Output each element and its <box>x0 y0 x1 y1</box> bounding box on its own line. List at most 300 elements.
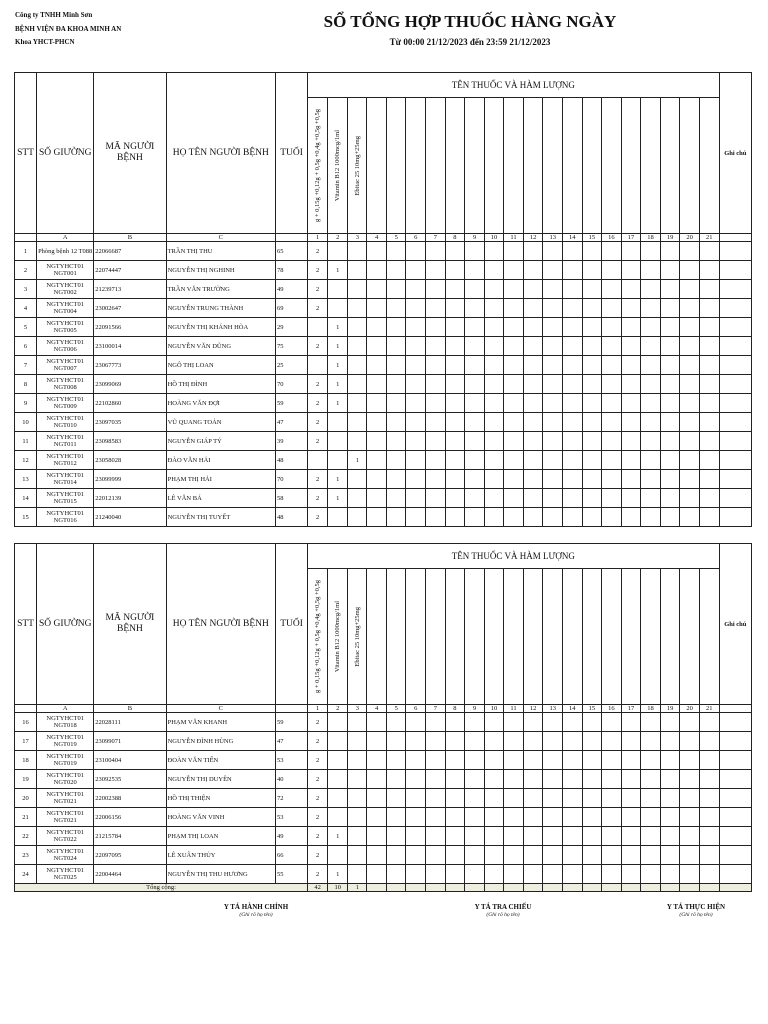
row-bed: NGTYHCT01 NGT011 <box>37 432 94 451</box>
row-dose-empty <box>367 846 387 865</box>
row-dose-empty <box>680 451 700 470</box>
row-dose-empty <box>543 751 563 770</box>
row-dose-empty <box>504 356 524 375</box>
total-empty <box>465 884 485 892</box>
row-bed: NGTYHCT01 NGT004 <box>37 299 94 318</box>
row-patient-name: HOÀNG VĂN VINH <box>166 808 275 827</box>
col-age-header: TUỔI <box>276 73 308 234</box>
row-dose-empty <box>426 337 446 356</box>
row-dose-empty <box>426 508 446 527</box>
row-patient-id: 23099069 <box>94 375 166 394</box>
row-dose-empty <box>621 280 641 299</box>
index-number: 18 <box>641 234 661 242</box>
row-bed: NGTYHCT01 NGT010 <box>37 413 94 432</box>
row-dose-empty <box>660 413 680 432</box>
row-dose-empty <box>660 770 680 789</box>
row-dose-empty <box>367 413 387 432</box>
row-dose-empty <box>543 375 563 394</box>
row-dose-empty <box>367 432 387 451</box>
row-dose-empty <box>504 280 524 299</box>
row-dose-empty <box>484 489 504 508</box>
row-dose-empty <box>504 242 524 261</box>
row-patient-id: 23100014 <box>94 337 166 356</box>
row-dose-empty <box>484 770 504 789</box>
row-dose-empty <box>406 413 426 432</box>
row-dose-empty <box>680 337 700 356</box>
row-dose-empty <box>504 470 524 489</box>
patient-row <box>15 770 752 789</box>
row-dose-empty <box>426 846 446 865</box>
row-stt: 14 <box>15 489 37 508</box>
index-number: 9 <box>465 705 485 713</box>
row-bed: NGTYHCT01 NGT021 <box>37 808 94 827</box>
row-stt: 9 <box>15 394 37 413</box>
row-patient-name: VŨ QUANG TOẢN <box>166 413 275 432</box>
signature-title: Y TÁ HÀNH CHÍNH <box>223 903 289 911</box>
row-dose-empty <box>699 865 719 884</box>
total-drug-1: 42 <box>308 884 328 892</box>
row-patient-id: 22091566 <box>94 318 166 337</box>
row-dose-empty <box>386 356 406 375</box>
row-patient-id: 22012139 <box>94 489 166 508</box>
org-line-company: Công ty TNHH Minh Sơn <box>15 11 93 19</box>
row-dose-empty <box>543 789 563 808</box>
row-dose-empty <box>562 432 582 451</box>
row-dose-empty <box>562 732 582 751</box>
row-note <box>719 280 751 299</box>
row-dose-empty <box>562 394 582 413</box>
row-dose-empty <box>680 299 700 318</box>
row-dose-empty <box>621 508 641 527</box>
index-number: 15 <box>582 234 602 242</box>
drug-group-header: TÊN THUỐC VÀ HÀM LƯỢNG <box>308 73 719 98</box>
row-bed: NGTYHCT01 NGT024 <box>37 846 94 865</box>
row-dose-empty <box>543 846 563 865</box>
row-dose-empty <box>562 280 582 299</box>
drug-name-header <box>680 569 700 705</box>
row-dose-empty <box>602 394 622 413</box>
row-dose-empty <box>582 713 602 732</box>
row-dose-empty <box>445 299 465 318</box>
row-dose-empty <box>484 261 504 280</box>
drug-name-text: Vitamin B12 1000mcg/1ml <box>334 600 342 673</box>
row-dose-drug-3 <box>348 356 367 375</box>
row-age: 47 <box>276 413 308 432</box>
row-dose-empty <box>523 789 543 808</box>
row-dose-empty <box>641 375 661 394</box>
row-patient-id: 23100404 <box>94 751 166 770</box>
row-dose-empty <box>621 808 641 827</box>
row-dose-drug-2: 1 <box>328 827 348 846</box>
index-number: 17 <box>621 705 641 713</box>
row-age: 49 <box>276 280 308 299</box>
row-dose-drug-2: 1 <box>328 470 348 489</box>
row-bed: NGTYHCT01 NGT016 <box>37 508 94 527</box>
row-dose-empty <box>621 451 641 470</box>
row-patient-name: NGUYỄN THỊ DUYÊN <box>166 770 275 789</box>
row-dose-empty <box>602 865 622 884</box>
row-dose-empty <box>660 489 680 508</box>
row-stt: 12 <box>15 451 37 470</box>
row-dose-empty <box>386 432 406 451</box>
row-dose-drug-2 <box>328 413 348 432</box>
row-dose-empty <box>367 713 387 732</box>
col-age-header: TUỔI <box>276 544 308 705</box>
drug-name-header <box>543 98 563 234</box>
index-number: 10 <box>484 234 504 242</box>
index-letter: B <box>94 234 166 242</box>
row-dose-empty <box>582 489 602 508</box>
index-cell <box>719 705 751 713</box>
row-dose-drug-2: 1 <box>328 375 348 394</box>
row-dose-empty <box>523 489 543 508</box>
row-dose-drug-1: 2 <box>308 508 328 527</box>
row-dose-empty <box>484 318 504 337</box>
row-dose-empty <box>465 280 485 299</box>
row-bed: NGTYHCT01 NGT014 <box>37 470 94 489</box>
row-patient-name: LÊ XUÂN THỦY <box>166 846 275 865</box>
row-dose-empty <box>406 242 426 261</box>
total-empty <box>543 884 563 892</box>
index-number: 2 <box>328 705 348 713</box>
patient-row <box>15 827 752 846</box>
total-empty <box>504 884 524 892</box>
row-dose-empty <box>582 470 602 489</box>
row-dose-empty <box>680 846 700 865</box>
row-dose-empty <box>543 413 563 432</box>
row-stt: 17 <box>15 732 37 751</box>
row-dose-empty <box>602 470 622 489</box>
index-row <box>15 234 752 242</box>
row-dose-empty <box>465 451 485 470</box>
row-dose-empty <box>465 713 485 732</box>
row-dose-empty <box>367 261 387 280</box>
row-dose-empty <box>699 470 719 489</box>
row-dose-empty <box>445 451 465 470</box>
row-bed: NGTYHCT01 NGT012 <box>37 451 94 470</box>
row-note <box>719 356 751 375</box>
row-bed: NGTYHCT01 NGT022 <box>37 827 94 846</box>
row-stt: 2 <box>15 261 37 280</box>
row-dose-empty <box>484 413 504 432</box>
patient-row <box>15 394 752 413</box>
row-dose-empty <box>543 865 563 884</box>
row-dose-empty <box>621 770 641 789</box>
row-dose-drug-1 <box>308 451 328 470</box>
col-stt-header: STT <box>15 73 37 234</box>
row-dose-empty <box>367 318 387 337</box>
row-dose-empty <box>699 242 719 261</box>
row-dose-empty <box>426 261 446 280</box>
row-note <box>719 242 751 261</box>
row-dose-empty <box>426 789 446 808</box>
row-dose-empty <box>621 318 641 337</box>
row-dose-empty <box>445 242 465 261</box>
row-dose-drug-3 <box>348 413 367 432</box>
drug-name-header <box>641 569 661 705</box>
row-patient-name: NGUYỄN ĐÌNH HÙNG <box>166 732 275 751</box>
row-dose-empty <box>543 299 563 318</box>
row-dose-empty <box>660 846 680 865</box>
row-patient-id: 22097095 <box>94 846 166 865</box>
row-dose-empty <box>660 318 680 337</box>
row-dose-empty <box>367 375 387 394</box>
row-dose-empty <box>504 808 524 827</box>
row-dose-empty <box>386 337 406 356</box>
row-dose-empty <box>426 751 446 770</box>
drug-name-header <box>465 569 485 705</box>
patient-row <box>15 375 752 394</box>
row-dose-empty <box>699 827 719 846</box>
row-dose-empty <box>641 470 661 489</box>
row-age: 48 <box>276 508 308 527</box>
row-dose-empty <box>602 489 622 508</box>
row-dose-empty <box>660 789 680 808</box>
row-patient-name: ĐOÀN VĂN TIẾN <box>166 751 275 770</box>
row-dose-empty <box>562 751 582 770</box>
row-dose-empty <box>621 827 641 846</box>
row-age: 70 <box>276 470 308 489</box>
row-dose-empty <box>504 394 524 413</box>
row-dose-empty <box>504 827 524 846</box>
row-dose-empty <box>386 713 406 732</box>
row-dose-empty <box>406 299 426 318</box>
row-dose-empty <box>523 280 543 299</box>
row-dose-empty <box>504 299 524 318</box>
drug-name-header <box>308 98 328 234</box>
row-bed: NGTYHCT01 NGT001 <box>37 261 94 280</box>
index-cell <box>15 705 37 713</box>
row-dose-empty <box>386 394 406 413</box>
row-dose-empty <box>484 827 504 846</box>
row-dose-empty <box>602 827 622 846</box>
drug-name-header <box>406 98 426 234</box>
row-patient-id: 22102860 <box>94 394 166 413</box>
row-dose-drug-1: 2 <box>308 280 328 299</box>
total-empty <box>660 884 680 892</box>
row-patient-id: 23098583 <box>94 432 166 451</box>
row-dose-empty <box>641 827 661 846</box>
row-patient-name: NGUYỄN THỊ KHÁNH HÒA <box>166 318 275 337</box>
row-note <box>719 789 751 808</box>
total-drug-2: 10 <box>328 884 348 892</box>
row-dose-empty <box>426 827 446 846</box>
row-patient-id: 23002647 <box>94 299 166 318</box>
drug-name-header <box>504 569 524 705</box>
row-dose-drug-3 <box>348 242 367 261</box>
row-dose-empty <box>582 808 602 827</box>
row-dose-empty <box>465 394 485 413</box>
row-dose-empty <box>367 751 387 770</box>
row-patient-name: PHẠM THỊ HẢI <box>166 470 275 489</box>
row-note <box>719 732 751 751</box>
drug-name-header <box>660 98 680 234</box>
row-dose-empty <box>641 451 661 470</box>
row-dose-empty <box>367 827 387 846</box>
patient-row <box>15 808 752 827</box>
drug-name-header <box>386 569 406 705</box>
row-dose-empty <box>445 261 465 280</box>
row-dose-empty <box>641 789 661 808</box>
row-dose-empty <box>484 337 504 356</box>
total-empty <box>621 884 641 892</box>
row-age: 58 <box>276 489 308 508</box>
row-dose-empty <box>562 318 582 337</box>
patient-row <box>15 280 752 299</box>
row-stt: 23 <box>15 846 37 865</box>
row-dose-empty <box>484 508 504 527</box>
row-dose-empty <box>582 242 602 261</box>
row-dose-empty <box>426 242 446 261</box>
row-dose-empty <box>543 261 563 280</box>
row-dose-empty <box>406 808 426 827</box>
row-dose-empty <box>426 356 446 375</box>
row-dose-drug-3 <box>348 827 367 846</box>
index-number: 14 <box>562 705 582 713</box>
row-dose-empty <box>406 827 426 846</box>
row-note <box>719 713 751 732</box>
row-dose-empty <box>445 413 465 432</box>
drug-name-header <box>504 98 524 234</box>
row-dose-empty <box>465 732 485 751</box>
index-number: 18 <box>641 705 661 713</box>
row-dose-drug-1 <box>308 318 328 337</box>
row-note <box>719 770 751 789</box>
row-dose-empty <box>543 713 563 732</box>
row-stt: 13 <box>15 470 37 489</box>
row-dose-empty <box>602 770 622 789</box>
patient-row <box>15 489 752 508</box>
row-note <box>719 451 751 470</box>
row-stt: 3 <box>15 280 37 299</box>
patient-row <box>15 432 752 451</box>
index-number: 19 <box>660 234 680 242</box>
row-dose-drug-3 <box>348 394 367 413</box>
row-age: 70 <box>276 375 308 394</box>
row-dose-empty <box>660 751 680 770</box>
row-dose-empty <box>602 432 622 451</box>
drug-name-text: g + 0,15g +0,12g + 0,5g +0,4g +0,5g +0,5g <box>314 580 322 693</box>
row-dose-empty <box>699 261 719 280</box>
row-dose-empty <box>621 470 641 489</box>
row-dose-drug-1: 2 <box>308 432 328 451</box>
row-dose-empty <box>562 261 582 280</box>
row-dose-empty <box>484 280 504 299</box>
row-dose-empty <box>582 846 602 865</box>
row-dose-empty <box>426 375 446 394</box>
row-dose-empty <box>367 770 387 789</box>
row-dose-empty <box>641 808 661 827</box>
row-dose-empty <box>523 732 543 751</box>
row-dose-empty <box>602 713 622 732</box>
row-dose-empty <box>523 808 543 827</box>
row-dose-empty <box>602 375 622 394</box>
row-dose-empty <box>602 413 622 432</box>
row-dose-empty <box>484 846 504 865</box>
row-stt: 6 <box>15 337 37 356</box>
row-dose-empty <box>602 261 622 280</box>
row-dose-empty <box>523 470 543 489</box>
row-patient-id: 23092535 <box>94 770 166 789</box>
row-dose-empty <box>484 470 504 489</box>
col-bed-header: SỐ GIƯỜNG <box>37 73 94 234</box>
row-dose-empty <box>543 394 563 413</box>
col-patient-id-header: MÃ NGƯỜI BỆNH <box>94 73 166 234</box>
row-patient-name: NGUYỄN VĂN DŨNG <box>166 337 275 356</box>
row-dose-empty <box>406 489 426 508</box>
drug-name-header <box>562 98 582 234</box>
row-dose-empty <box>445 489 465 508</box>
drug-name-header <box>465 98 485 234</box>
row-dose-empty <box>680 375 700 394</box>
row-dose-empty <box>523 508 543 527</box>
row-dose-empty <box>621 432 641 451</box>
drug-name-header <box>621 98 641 234</box>
row-dose-empty <box>426 713 446 732</box>
row-patient-id: 23058028 <box>94 451 166 470</box>
signature-note: (Ghi rõ họ tên) <box>679 912 713 918</box>
row-dose-empty <box>484 451 504 470</box>
row-bed: NGTYHCT01 NGT018 <box>37 713 94 732</box>
index-number: 10 <box>484 705 504 713</box>
row-dose-drug-1: 2 <box>308 394 328 413</box>
drug-name-header <box>660 569 680 705</box>
row-dose-empty <box>660 375 680 394</box>
drug-name-header <box>680 98 700 234</box>
row-dose-empty <box>465 489 485 508</box>
row-dose-empty <box>680 713 700 732</box>
row-age: 48 <box>276 451 308 470</box>
row-dose-empty <box>582 451 602 470</box>
row-dose-empty <box>660 299 680 318</box>
row-dose-drug-2 <box>328 508 348 527</box>
row-age: 39 <box>276 432 308 451</box>
row-stt: 20 <box>15 789 37 808</box>
row-note <box>719 808 751 827</box>
row-dose-empty <box>621 337 641 356</box>
row-dose-drug-1: 2 <box>308 827 328 846</box>
row-bed: NGTYHCT01 NGT025 <box>37 865 94 884</box>
row-dose-empty <box>465 808 485 827</box>
row-dose-empty <box>504 432 524 451</box>
index-number: 8 <box>445 234 465 242</box>
row-dose-empty <box>680 489 700 508</box>
row-stt: 16 <box>15 713 37 732</box>
row-dose-empty <box>465 470 485 489</box>
row-dose-empty <box>367 299 387 318</box>
row-dose-empty <box>406 375 426 394</box>
row-dose-drug-2 <box>328 789 348 808</box>
total-empty <box>641 884 661 892</box>
row-dose-empty <box>582 280 602 299</box>
row-dose-drug-2: 1 <box>328 318 348 337</box>
row-dose-empty <box>582 865 602 884</box>
row-dose-empty <box>504 508 524 527</box>
total-empty <box>562 884 582 892</box>
row-dose-drug-2: 1 <box>328 337 348 356</box>
row-dose-empty <box>465 751 485 770</box>
row-age: 25 <box>276 356 308 375</box>
row-dose-drug-2: 1 <box>328 261 348 280</box>
row-dose-empty <box>562 508 582 527</box>
row-dose-empty <box>699 280 719 299</box>
row-dose-empty <box>699 713 719 732</box>
row-dose-empty <box>582 299 602 318</box>
row-dose-empty <box>621 846 641 865</box>
row-dose-empty <box>465 261 485 280</box>
row-dose-drug-2: 1 <box>328 356 348 375</box>
row-dose-empty <box>641 318 661 337</box>
